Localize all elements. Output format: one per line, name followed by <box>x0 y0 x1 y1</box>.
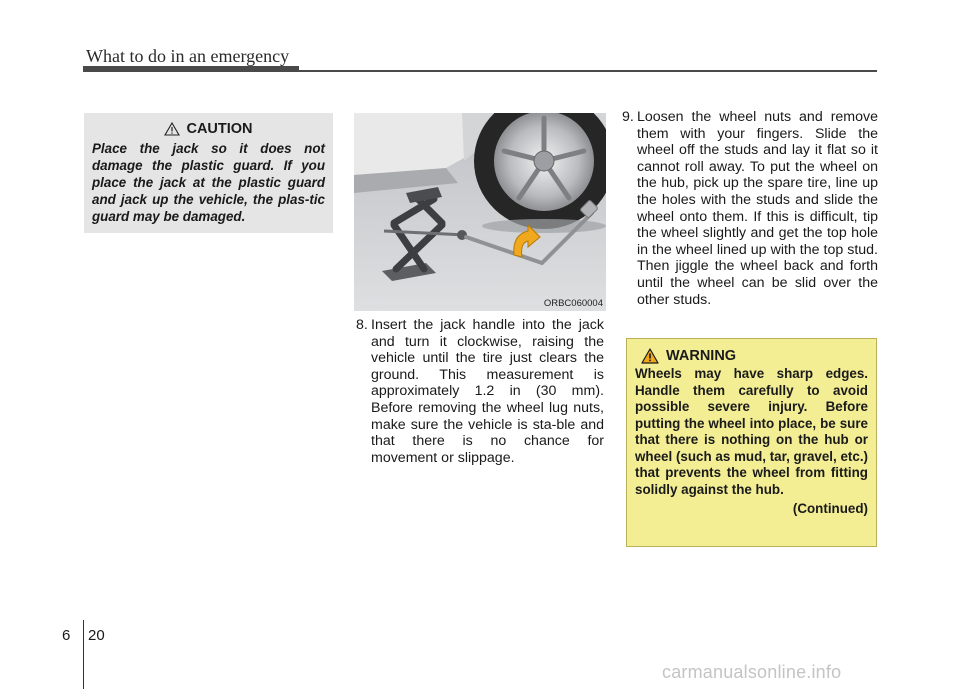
step-number: 8. <box>356 317 368 333</box>
footer-rule <box>83 620 84 689</box>
page-number: 20 <box>88 627 105 644</box>
step-text: Loosen the wheel nuts and remove them with your fingers. Slide the wheel off the studs and lay it flat so it cannot roll away. To put the wheel on the hub, pick up the spare tire, line up the holes with the studs and slide the wheel onto them. If this is difficult, tip the wheel slightly and get the top hole in the wheel lined up with the top stud. Then jiggle the wheel back and forth until the wheel can be slid over the other studs. <box>637 109 878 308</box>
caution-title: CAUTION <box>186 121 253 137</box>
warning-title: WARNING <box>666 348 737 364</box>
warning-box <box>626 338 877 547</box>
step-item <box>356 317 604 466</box>
step-item <box>622 109 878 308</box>
caution-text: Place the jack so it does not damage the plastic guard. If you place the jack at the plastic guard and jack up the vehicle, the plas-tic guard may be damaged. <box>92 141 325 224</box>
caution-box <box>84 113 333 233</box>
header-rule <box>83 70 877 72</box>
chapter-number: 6 <box>62 627 71 644</box>
warning-continued: (Continued) <box>792 501 868 516</box>
warning-triangle-icon <box>641 348 659 364</box>
step-text: Insert the jack handle into the jack and turn it clockwise, raising the vehicle until the tire just clears the ground. This measurement is approximately 1.2 in (30 mm). Before removing the wheel lug nuts, make sure the vehicle is sta-ble and that there is no chance for movement or slippage. <box>371 317 604 466</box>
caution-triangle-icon <box>164 122 180 136</box>
warning-text: Wheels may have sharp edges. Handle them carefully to avoid possible severe injury. Before putting the wheel into place, be sure that there is nothing on the hub or wheel (such as mud, tar, gravel, etc.) that prevents the wheel from fitting solidly against the hub. <box>635 366 868 497</box>
warning-heading <box>641 348 868 364</box>
jack-illustration <box>354 113 606 311</box>
figure-code: ORBC060004 <box>543 298 603 309</box>
caution-heading <box>92 121 325 137</box>
page-header-title: What to do in an emergency <box>86 46 290 66</box>
jack-illustration-graphic <box>354 113 606 311</box>
watermark: carmanualsonline.info <box>662 662 842 682</box>
step-number: 9. <box>622 109 634 125</box>
